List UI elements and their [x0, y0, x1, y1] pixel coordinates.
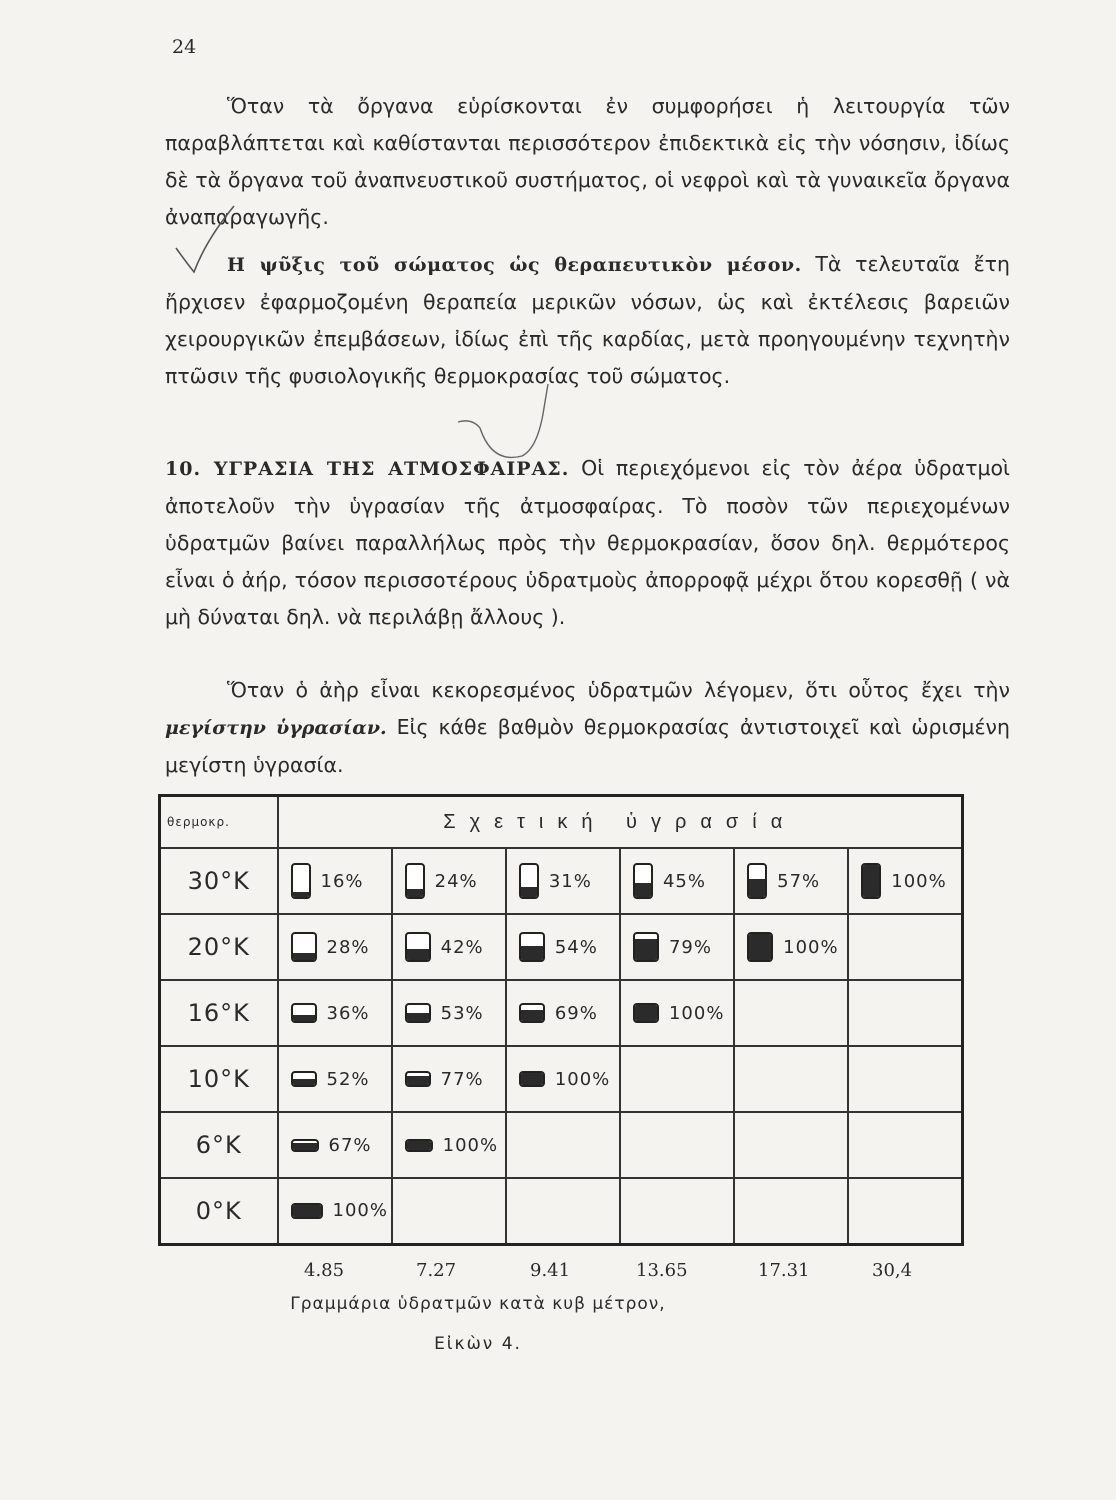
water-jar-icon [291, 932, 317, 962]
empty-cell [734, 1178, 848, 1244]
jar-fill-level [407, 1013, 429, 1021]
jar-fill-level [635, 939, 657, 960]
humidity-cell [506, 1046, 620, 1112]
humidity-cell [734, 848, 848, 914]
jar-fill-level [635, 1005, 657, 1021]
empty-cell [620, 1112, 734, 1178]
row-temperature-label: 0°K [160, 1178, 278, 1244]
axis-value: 17.31 [758, 1260, 810, 1281]
humidity-cell [392, 1046, 506, 1112]
axis-value: 4.85 [304, 1260, 345, 1281]
water-jar-icon [519, 863, 539, 899]
humidity-value: 100% [554, 1068, 611, 1090]
empty-cell [848, 1178, 962, 1244]
paragraph-humidity-text: Οἱ περιεχόμενοι εἰς τὸν ἀέρα ὑδρατμοὶ ἀποτελοῦν τὴν ὑγρασίαν τῆς ἀτμοσφαίρας. Τὸ ποσὸν τῶν περιεχομένων ὑδρατμῶν βαίνει παραλλήλως πρὸς τὴν θερμοκρασίαν, ὅσον δηλ. θερμότερος εἶναι ὁ ἀήρ, τόσον περισσοτέρους ὑδρατμοὺς ἀπορροφᾷ μέχρι ὅτου κορεσθῇ ( νὰ μὴ δύναται δηλ. νὰ περιλάβῃ ἄλλους ). [165, 456, 1010, 629]
jar-fill-level [407, 1076, 429, 1085]
jar-fill-level [407, 1141, 431, 1150]
humidity-cell [278, 1178, 392, 1244]
empty-cell [734, 980, 848, 1046]
paragraph-max-humidity [165, 672, 1010, 784]
humidity-cell [506, 980, 620, 1046]
water-jar-icon [405, 1071, 431, 1087]
header-temperature: θερμοκρ. [160, 796, 278, 849]
empty-cell [506, 1178, 620, 1244]
water-jar-icon [633, 1003, 659, 1023]
table-header-row [160, 796, 963, 849]
humidity-value: 53% [440, 1002, 484, 1024]
humidity-cell [278, 980, 392, 1046]
axis-value: 9.41 [530, 1260, 571, 1281]
jar-fill-level [521, 887, 537, 897]
humidity-value: 100% [891, 870, 947, 892]
water-jar-icon [519, 1071, 545, 1087]
empty-cell [848, 1046, 962, 1112]
jar-fill-level [749, 934, 771, 960]
water-jar-icon [747, 863, 767, 899]
header-relative-humidity: Σχετική ὑγρασία [278, 796, 963, 849]
humidity-value: 31% [548, 870, 592, 892]
water-jar-icon [291, 1203, 323, 1219]
page-number: 24 [172, 36, 197, 58]
humidity-cell [734, 914, 848, 980]
humidity-cell [278, 848, 392, 914]
water-jar-icon [633, 863, 653, 899]
row-temperature-label: 30°K [160, 848, 278, 914]
table-row [160, 980, 963, 1046]
jar-fill-level [749, 879, 765, 897]
humidity-cell [620, 848, 734, 914]
jar-fill-level [521, 1073, 543, 1085]
table-row [160, 1178, 963, 1244]
humidity-cell [392, 848, 506, 914]
table-row [160, 848, 963, 914]
humidity-cell [392, 980, 506, 1046]
table-row [160, 1112, 963, 1178]
water-jar-icon [861, 863, 881, 899]
humidity-value: 57% [777, 870, 821, 892]
humidity-cell [278, 1046, 392, 1112]
jar-fill-level [293, 1079, 315, 1085]
humidity-cell [620, 980, 734, 1046]
humidity-value: 67% [328, 1134, 372, 1156]
humidity-value: 52% [326, 1068, 370, 1090]
empty-cell [734, 1112, 848, 1178]
water-jar-icon [291, 1139, 319, 1152]
empty-cell [848, 1112, 962, 1178]
axis-value: 30,4 [872, 1260, 913, 1281]
row-temperature-label: 20°K [160, 914, 278, 980]
humidity-cell [506, 848, 620, 914]
water-jar-icon [633, 932, 659, 962]
empty-cell [848, 914, 962, 980]
empty-cell [620, 1178, 734, 1244]
jar-fill-level [521, 1010, 543, 1021]
water-jar-icon [291, 863, 311, 899]
empty-cell [734, 1046, 848, 1112]
humidity-value: 24% [434, 870, 478, 892]
water-jar-icon [519, 932, 545, 962]
humidity-cell [620, 914, 734, 980]
water-jar-icon [291, 1003, 317, 1023]
humidity-value: 79% [668, 936, 712, 958]
humidity-cell [506, 914, 620, 980]
jar-fill-level [521, 946, 543, 960]
humidity-cell [278, 914, 392, 980]
empty-cell [848, 980, 962, 1046]
section-heading-humidity: 10. ΥΓΡΑΣΙΑ ΤΗΣ ΑΤΜΟΣΦΑΙΡΑΣ. [165, 458, 570, 480]
axis-value: 7.27 [416, 1260, 457, 1281]
water-jar-icon [405, 932, 431, 962]
jar-fill-level [293, 892, 309, 897]
table-row [160, 1046, 963, 1112]
humidity-value: 100% [783, 936, 839, 958]
row-temperature-label: 10°K [160, 1046, 278, 1112]
jar-fill-level [407, 889, 423, 897]
humidity-cell [848, 848, 962, 914]
humidity-cell [392, 1112, 506, 1178]
water-jar-icon [405, 1003, 431, 1023]
jar-fill-level [293, 1143, 317, 1149]
water-jar-icon [747, 932, 773, 962]
paragraph-body-cooling-text: Τὰ τελευταῖα ἔτη ἤρχισεν ἐφαρμοζομένη θεραπεία μερικῶν νόσων, ὡς καὶ ἐκτέλεσις βαρειῶν χειρουργικῶν ἐπεμβάσεων, ἰδίως ἐπὶ τῆς καρδίας, μετὰ προηγουμένην τεχνητὴν πτῶσιν τῆς φυσιολογικῆς θερμοκρασίας τοῦ σώματος. [165, 252, 1010, 388]
humidity-value: 42% [440, 936, 484, 958]
humidity-value: 36% [326, 1002, 370, 1024]
water-jar-icon [291, 1071, 317, 1087]
water-jar-icon [405, 1139, 433, 1152]
paragraph-congestion: Ὅταν τὰ ὄργανα εὑρίσκονται ἐν συμφορήσει ἡ λειτουργία τῶν παραβλάπτεται καὶ καθίστανται περισσότερον ἐπιδεκτικὰ εἰς τὴν νόσησιν, ἰδίως δὲ τὰ ὄργανα τοῦ ἀναπνευστικοῦ συστήματος, οἱ νεφροὶ καὶ τὰ γυναικεῖα ὄργανα ἀναπαραγωγῆς. [165, 94, 1010, 229]
humidity-value: 16% [320, 870, 364, 892]
paragraph-max-humidity-after: Εἰς κάθε βαθμὸν θερμοκρασίας ἀντιστοιχεῖ καὶ ὡρισμένη μεγίστη ὑγρασία. [165, 715, 1011, 777]
section-heading-cooling: Η ψῦξις τοῦ σώματος ὡς θεραπευτικὸν μέσον. [227, 254, 802, 276]
empty-cell [620, 1046, 734, 1112]
jar-fill-level [407, 949, 429, 960]
empty-cell [392, 1178, 506, 1244]
paragraph-body-cooling [165, 246, 1010, 395]
humidity-value: 69% [554, 1002, 598, 1024]
table-row [160, 914, 963, 980]
humidity-cell [278, 1112, 392, 1178]
humidity-value: 54% [554, 936, 598, 958]
humidity-value: 100% [442, 1134, 499, 1156]
empty-cell [506, 1112, 620, 1178]
water-jar-icon [519, 1003, 545, 1023]
jar-fill-level [293, 1205, 321, 1217]
paragraph-humidity [165, 450, 1010, 636]
figure-caption: Εἰκὼν 4. [434, 1334, 522, 1354]
jar-fill-level [293, 953, 315, 960]
humidity-value: 77% [440, 1068, 484, 1090]
axis-value: 13.65 [636, 1260, 688, 1281]
humidity-cell [392, 914, 506, 980]
jar-fill-level [293, 1015, 315, 1021]
humidity-value: 45% [662, 870, 706, 892]
jar-fill-level [635, 883, 651, 897]
paragraph-max-humidity-before: Ὅταν ὁ ἀὴρ εἶναι κεκορεσμένος ὑδρατμῶν λέγομεν, ὅτι οὗτος ἔχει τὴν [227, 678, 1010, 702]
row-temperature-label: 6°K [160, 1112, 278, 1178]
row-temperature-label: 16°K [160, 980, 278, 1046]
axis-caption: Γραμμάρια ὑδρατμῶν κατὰ κυβ μέτρον, [290, 1294, 666, 1314]
humidity-value: 100% [332, 1200, 388, 1222]
humidity-value: 28% [326, 936, 370, 958]
humidity-table [158, 794, 964, 1246]
humidity-value: 100% [668, 1002, 725, 1024]
jar-fill-level [863, 865, 879, 897]
max-humidity-emphasis: μεγίστην ὑγρασίαν. [165, 717, 387, 739]
water-jar-icon [405, 863, 425, 899]
